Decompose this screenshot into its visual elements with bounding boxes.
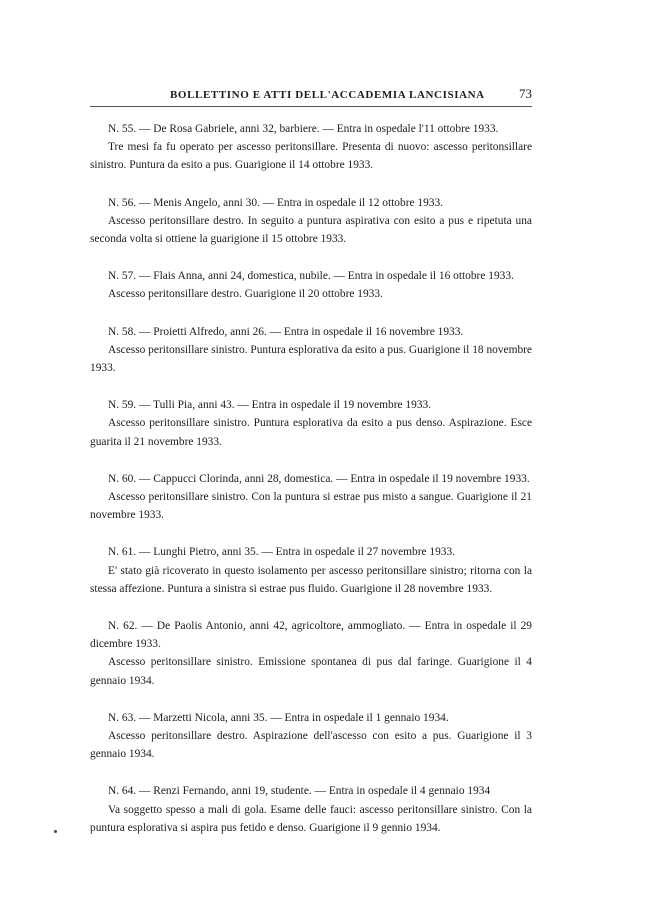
page-number: 73 xyxy=(519,86,532,101)
case-text: Ascesso peritonsillare sinistro. Con la puntura si estrae pus misto a sangue. Guarigione il 21 novembre 1933. xyxy=(90,491,532,522)
case-heading: N. 63. — Marzetti Nicola, anni 35. — Entra in ospedale il 1 gennaio 1934. xyxy=(108,711,449,724)
case-text: Ascesso peritonsillare destro. In seguito a puntura aspirativa con esito a pus e ripetuta una seconda volta si ottiene la guarigione il 15 ottobre 1933. xyxy=(90,214,532,246)
case-text: Ascesso peritonsillare destro. Guarigione il 20 ottobre 1933. xyxy=(108,288,383,301)
case-heading: N. 64. — Renzi Fernando, anni 19, studente. — Entra in ospedale il 4 gennaio 1934 xyxy=(108,785,491,798)
case-text: Ascesso peritonsillare sinistro. Puntura esplorativa da esito a pus denso. Aspirazione. Esce guarita il 21 novembre 1933. xyxy=(90,417,532,448)
case-entry-56 xyxy=(90,194,532,249)
case-entry-58 xyxy=(90,323,532,378)
case-entry-64 xyxy=(90,782,532,837)
case-text: Tre mesi fa fu operato per ascesso peritonsillare. Presenta di nuovo: ascesso peritonsillare sinistro. Puntura da esito a pus. Guarigione il 14 ottobre 1933. xyxy=(90,141,532,172)
running-title: BOLLETTINO E ATTI DELL'ACCADEMIA LANCISIANA xyxy=(170,89,485,101)
case-entry-55 xyxy=(90,120,532,175)
case-text: E' stato già ricoverato in questo isolamento per ascesso peritonsillare sinistro; ritorna con la stessa affezione. Puntura a sinistra si estrae pus fluido. Guarigione il 28 novembre 1933. xyxy=(90,564,532,595)
case-heading: N. 59. — Tulli Pia, anni 43. — Entra in ospedale il 19 novembre 1933. xyxy=(108,399,432,412)
case-text: Va soggetto spesso a mali di gola. Esame delle fauci: ascesso peritonsillare sinistro. Con la puntura esplorativa si aspira pus fetido e denso. Guarigione il 9 gennio 1934. xyxy=(90,803,532,834)
case-heading: N. 62. — De Paolis Antonio, anni 42, agricoltore, ammogliato. — Entra in ospedale il 29 dicembre 1933. xyxy=(90,620,532,651)
case-heading: N. 55. — De Rosa Gabriele, anni 32, barbiere. — Entra in ospedale l'11 ottobre 1933. xyxy=(108,123,499,135)
case-entry-63 xyxy=(90,709,532,764)
case-text: Ascesso peritonsillare sinistro. Puntura esplorativa da esito a pus. Guarigione il 18 novembre 1933. xyxy=(90,343,532,375)
case-text: Ascesso peritonsillare destro. Aspirazione dell'ascesso con esito a pus. Guarigione il 3 gennaio 1934. xyxy=(90,730,532,761)
case-entry-61 xyxy=(90,543,532,598)
running-header xyxy=(90,88,532,107)
case-heading: N. 61. — Lunghi Pietro, anni 35. — Entra in ospedale il 27 novembre 1933. xyxy=(108,546,456,559)
case-heading: N. 56. — Menis Angelo, anni 30. — Entra in ospedale il 12 ottobre 1933. xyxy=(108,196,444,209)
case-heading: N. 60. — Cappucci Clorinda, anni 28, domestica. — Entra in ospedale il 19 novembre 1933. xyxy=(108,472,530,485)
print-speck xyxy=(54,830,57,833)
case-entry-62 xyxy=(90,617,532,690)
case-heading: N. 58. — Proietti Alfredo, anni 26. — Entra in ospedale il 16 novembre 1933. xyxy=(108,325,464,338)
case-list xyxy=(90,120,532,856)
case-entry-59 xyxy=(90,396,532,451)
case-entry-57 xyxy=(90,267,532,303)
case-text: Ascesso peritonsillare sinistro. Emissione spontanea di pus dal faringe. Guarigione il 4 gennaio 1934. xyxy=(90,656,532,687)
case-entry-60 xyxy=(90,470,532,525)
case-heading: N. 57. — Flais Anna, anni 24, domestica, nubile. — Entra in ospedale il 16 ottobre 1933. xyxy=(108,270,514,283)
